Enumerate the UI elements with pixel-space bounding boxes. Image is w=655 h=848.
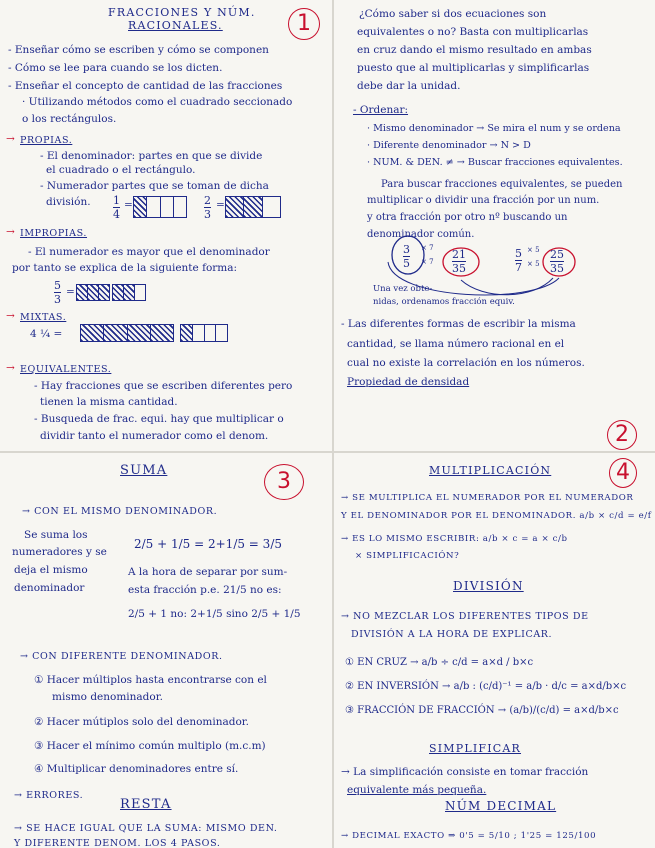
text-line: tienen la misma cantidad. [40,396,178,408]
arrow-icon: → [6,362,15,374]
bullet-line: - Cómo se lee para cuando se los dicten. [8,62,223,74]
operator-label: × 7 [421,244,434,252]
section-subtitle: RACIONALES. [128,19,223,32]
text-line: Propiedad de densidad [347,376,470,388]
fraction: 5 3 [54,279,61,306]
rectangle-diagram [133,196,187,218]
text-line: denominador común. [367,229,475,240]
quadrant-multiplicacion [333,452,655,848]
section-title: FRACCIONES Y NÚM. [108,6,256,19]
operator-label: × 7 [421,258,434,266]
text-line: → DECIMAL EXACTO ⇒ 0'5 = 5/10 ; 1'25 = 125/100 [341,831,597,841]
list-item: · NUM. & DEN. ≠ → Buscar fracciones equivalentes. [367,157,623,168]
quadrant-fracciones [0,0,333,452]
text-line: - Numerador partes que se toman de dicha [40,180,269,192]
page-number-badge: 1 [288,8,320,40]
quadrant-equivalencia [333,0,655,452]
arrow-icon: → [6,226,15,238]
text-line: cantidad, se llama número racional en el [347,338,565,350]
text-line: - Busqueda de frac. equi. hay que multiplicar o [34,413,284,425]
rectangle-diagram [180,324,228,342]
caption-line: Una vez obte- [373,284,433,294]
arrow-icon: → [6,310,15,322]
text-line: puesto que al multiplicarlas y simplificarlas [357,62,590,74]
page-number-badge: 4 [609,458,637,488]
text-line: - El numerador es mayor que el denominador [28,246,270,258]
heading-impropias: IMPROPIAS. [20,228,88,239]
text-line: - Hay fracciones que se escriben diferentes pero [34,380,293,392]
equals-sign: = [216,199,225,211]
text-line: denominador [14,582,85,594]
text-line: en cruz dando el mismo resultado en ambas [357,44,592,56]
text-line: dividir tanto el numerador como el denom. [40,430,269,442]
heading-mismo-denominador: → CON EL MISMO DENOMINADOR. [22,506,218,517]
text-line: Para buscar fracciones equivalentes, se pueden [381,179,623,190]
list-item: · Diferente denominador → N > D [367,140,531,151]
text-line: cual no existe la correlación en los números. [347,357,585,369]
text-line: DIVISIÓN A LA HORA DE EXPLICAR. [351,629,553,640]
quadrant-suma [0,452,333,848]
heading-mixtas: MIXTAS. [20,312,67,323]
text-line: ¿Cómo saber si dos ecuaciones son [359,8,547,20]
text-line: Se suma los [24,529,88,541]
text-line: deja el mismo [14,564,88,576]
heading-equivalentes: EQUIVALENTES. [20,364,112,375]
list-item: · Mismo denominador → Se mira el num y se ordena [367,123,621,134]
page-number-badge: 3 [264,464,304,500]
text-line: → SE MULTIPLICA EL NUMERADOR POR EL NUMERADOR [341,493,634,503]
bullet-line: - Enseñar el concepto de cantidad de las fracciones [8,80,283,92]
step-line: ② Hacer mútiplos solo del denominador. [34,716,250,728]
step-line: ① Hacer múltiplos hasta encontrarse con el [34,674,267,686]
text-line: 2/5 + 1 no: 2+1/5 sino 2/5 + 1/5 [128,608,301,620]
text-line: el cuadrado o el rectángulo. [46,164,196,176]
divider-vertical [332,0,334,848]
text-line: - Las diferentes formas de escribir la misma [341,318,576,330]
fraction: 25 35 [550,248,564,275]
text-line: → La simplificación consiste en tomar fracción [341,766,589,778]
fraction: 2 3 [204,194,211,221]
text-line: numeradores y se [12,546,107,558]
fraction: 1 4 [113,194,120,221]
section-title-resta: RESTA [120,797,172,812]
method-line: ① EN CRUZ → a/b ÷ c/d = a×d / b×c [345,657,534,668]
text-line: por tanto se explica de la siguiente forma: [12,262,238,274]
fraction: 21 35 [452,248,466,275]
text-line: división. [46,196,91,208]
section-title: MULTIPLICACIÓN [429,464,552,477]
section-title: SUMA [120,463,168,478]
method-line: ② EN INVERSIÓN → a/b : (c/d)⁻¹ = a/b · d/c = a×d/b×c [345,681,627,692]
operator-label: × 5 [527,260,540,268]
fraction: 3 5 [403,243,410,270]
text-line: Y DIFERENTE DENOM. LOS 4 PASOS. [14,838,221,848]
text-line: equivalentes o no? Basta con multiplicarlas [357,26,589,38]
heading-ordenar: - Ordenar: [353,104,409,116]
text-line: Y EL DENOMINADOR POR EL DENOMINADOR. a/b × c/d = e/f [341,511,652,521]
text-line: y otra fracción por otro nº buscando un [367,212,568,223]
caption-line: nidas, ordenamos fracción equiv. [373,297,515,307]
text-line: equivalente más pequeña. [347,784,487,796]
arrow-icon: → [6,133,15,145]
text-line: esta fracción p.e. 21/5 no es: [128,584,282,596]
divider-horizontal [0,451,655,453]
text-line: multiplicar o dividir una fracción por un num. [367,195,600,206]
text-line: → NO MEZCLAR LOS DIFERENTES TIPOS DE [341,611,589,622]
step-line: ③ Hacer el mínimo común multiplo (m.c.m) [34,740,266,752]
text-line: → SE HACE IGUAL QUE LA SUMA: MISMO DEN. [14,823,278,834]
equals-sign: = [66,286,75,298]
text-line: debe dar la unidad. [357,80,461,92]
rectangle-diagram [76,284,110,301]
rectangle-diagram [80,324,174,342]
section-title-decimal: NÚM DECIMAL [445,799,557,813]
text-line: → ES LO MISMO ESCRIBIR: a/b × c = a × c/b [341,534,568,544]
rectangle-diagram [112,284,146,301]
text-line: - El denominador: partes en que se divide [40,150,263,162]
text-line: × SIMPLIFICACIÓN? [355,551,460,561]
method-line: ③ FRACCIÓN DE FRACCIÓN → (a/b)/(c/d) = a×d/b×c [345,705,619,716]
equals-sign: = [124,199,133,211]
page-number-badge: 2 [607,420,637,450]
text-line: A la hora de separar por sum- [128,566,288,578]
bullet-line: o los rectángulos. [22,113,117,125]
fraction: 5 7 [515,247,522,274]
bullet-line: - Enseñar cómo se escriben y cómo se componen [8,44,269,56]
step-line: ④ Multiplicar denominadores entre sí. [34,763,239,775]
rectangle-diagram [225,196,281,218]
bullet-line: · Utilizando métodos como el cuadrado seccionado [22,96,293,108]
operator-label: × 5 [527,246,540,254]
section-title-simplificar: SIMPLIFICAR [429,742,522,755]
example-line: 4 ¼ = [30,328,63,340]
step-line: mismo denominador. [52,691,163,703]
equation: 2/5 + 1/5 = 2+1/5 = 3/5 [134,537,282,551]
heading-propias: PROPIAS. [20,135,73,146]
heading-errores: → ERRORES. [14,790,84,801]
section-title-division: DIVISIÓN [453,579,524,593]
heading-diferente-denominador: → CON DIFERENTE DENOMINADOR. [20,651,223,662]
